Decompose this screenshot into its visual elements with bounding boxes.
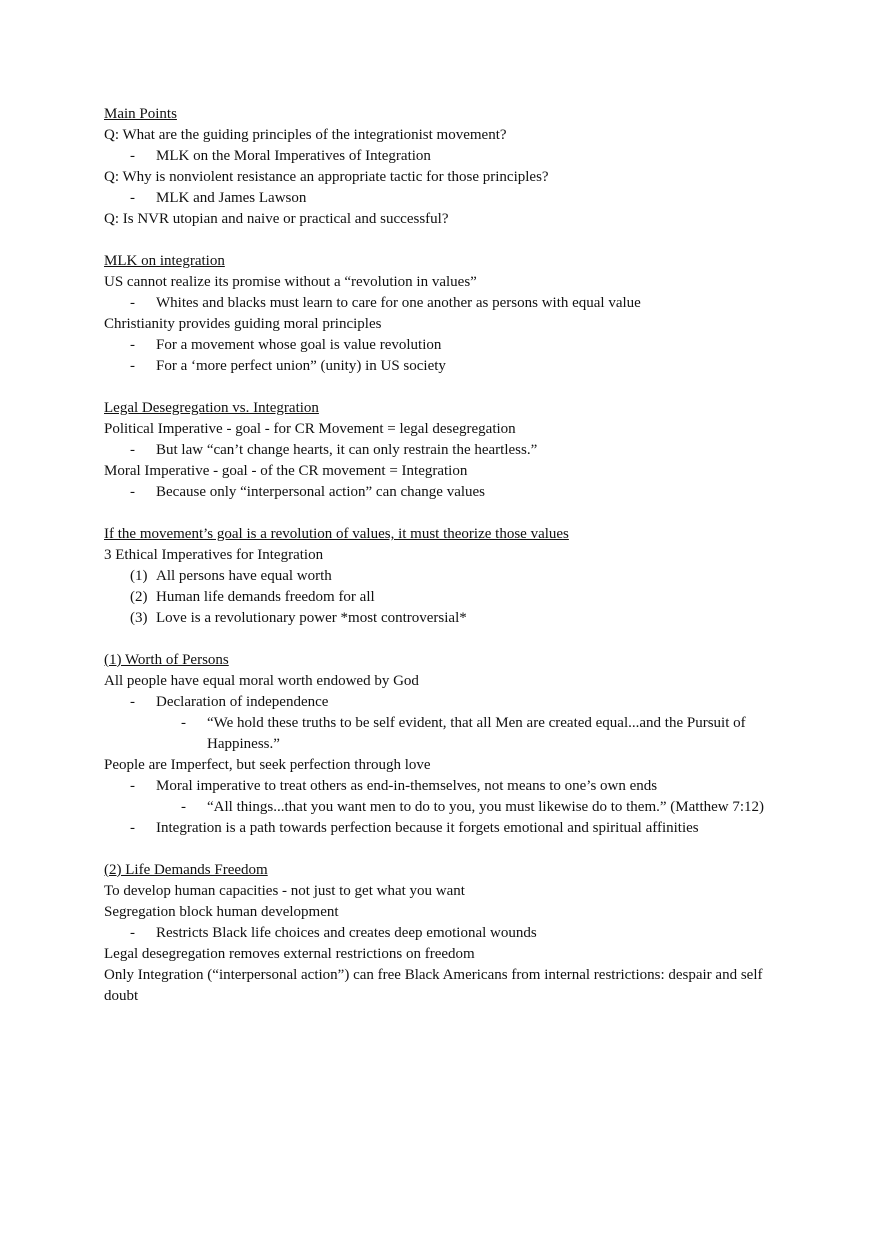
bullet-text: Moral imperative to treat others as end-in-themselves, not means to one’s own ends bbox=[156, 778, 658, 794]
text-line: Political Imperative - goal - for CR Movement = legal desegregation bbox=[104, 421, 516, 437]
bullet-item bbox=[104, 188, 800, 209]
bullet-item bbox=[104, 440, 800, 461]
bullet-item bbox=[104, 776, 800, 797]
dash-marker: - bbox=[181, 715, 186, 731]
dash-marker: - bbox=[130, 442, 135, 458]
section-heading-main-points: Main Points bbox=[104, 106, 177, 122]
spacer bbox=[104, 629, 800, 650]
sub-bullet-text: “All things...that you want men to do to you, you must likewise do to them.” (Matthew 7:12) bbox=[207, 799, 765, 815]
section-heading-mlk-integration: MLK on integration bbox=[104, 253, 225, 269]
dash-marker: - bbox=[130, 694, 135, 710]
section-heading-legal: Legal Desegregation vs. Integration bbox=[104, 400, 319, 416]
spacer bbox=[104, 230, 800, 251]
spacer bbox=[104, 377, 800, 398]
section-heading-values: If the movement’s goal is a revolution of values, it must theorize those values bbox=[104, 526, 569, 542]
bullet-text: Integration is a path towards perfection because it forgets emotional and spiritual affinities bbox=[156, 820, 699, 836]
bullet-item bbox=[104, 818, 800, 839]
dash-marker: - bbox=[130, 148, 135, 164]
bullet-text: MLK on the Moral Imperatives of Integration bbox=[156, 148, 431, 164]
bullet-text: Because only “interpersonal action” can change values bbox=[156, 484, 486, 500]
sub-bullet-item bbox=[104, 797, 800, 818]
numbered-text: Human life demands freedom for all bbox=[156, 589, 375, 605]
bullet-text: For a ‘more perfect union” (unity) in US society bbox=[156, 358, 446, 374]
numbered-item bbox=[104, 587, 800, 608]
bullet-text: Whites and blacks must learn to care for one another as persons with equal value bbox=[156, 295, 641, 311]
numbered-item bbox=[104, 566, 800, 587]
question-line: Q: Is NVR utopian and naive or practical and successful? bbox=[104, 211, 449, 227]
bullet-item bbox=[104, 923, 800, 944]
spacer bbox=[104, 839, 800, 860]
bullet-item bbox=[104, 293, 800, 314]
bullet-item bbox=[104, 482, 800, 503]
bullet-item bbox=[104, 335, 800, 356]
dash-marker: - bbox=[130, 820, 135, 836]
text-line: Christianity provides guiding moral principles bbox=[104, 316, 382, 332]
bullet-text: MLK and James Lawson bbox=[156, 190, 307, 206]
section-heading-freedom: (2) Life Demands Freedom bbox=[104, 862, 268, 878]
text-line: To develop human capacities - not just to get what you want bbox=[104, 883, 465, 899]
text-line: Segregation block human development bbox=[104, 904, 339, 920]
number-marker: (1) bbox=[130, 568, 148, 584]
bullet-text: Declaration of independence bbox=[156, 694, 329, 710]
dash-marker: - bbox=[130, 484, 135, 500]
dash-marker: - bbox=[130, 295, 135, 311]
question-line: Q: Why is nonviolent resistance an appropriate tactic for those principles? bbox=[104, 169, 549, 185]
sub-bullet-item bbox=[104, 713, 800, 755]
text-line: Only Integration (“interpersonal action”) can free Black Americans from internal restrictions: despair and self doubt bbox=[104, 967, 763, 1004]
text-line: Legal desegregation removes external restrictions on freedom bbox=[104, 946, 475, 962]
text-line: 3 Ethical Imperatives for Integration bbox=[104, 547, 324, 563]
text-line: People are Imperfect, but seek perfection through love bbox=[104, 757, 431, 773]
question-line: Q: What are the guiding principles of the integrationist movement? bbox=[104, 127, 507, 143]
text-line: Moral Imperative - goal - of the CR movement = Integration bbox=[104, 463, 468, 479]
dash-marker: - bbox=[130, 925, 135, 941]
text-line: US cannot realize its promise without a “revolution in values” bbox=[104, 274, 477, 290]
bullet-item bbox=[104, 146, 800, 167]
number-marker: (3) bbox=[130, 610, 148, 626]
dash-marker: - bbox=[130, 337, 135, 353]
spacer bbox=[104, 503, 800, 524]
bullet-item bbox=[104, 692, 800, 713]
dash-marker: - bbox=[130, 778, 135, 794]
sub-bullet-text: “We hold these truths to be self evident, that all Men are created equal...and the Pursuit of Happiness.” bbox=[207, 715, 746, 752]
numbered-text: All persons have equal worth bbox=[156, 568, 332, 584]
bullet-text: For a movement whose goal is value revolution bbox=[156, 337, 442, 353]
section-heading-worth: (1) Worth of Persons bbox=[104, 652, 229, 668]
bullet-text: Restricts Black life choices and creates deep emotional wounds bbox=[156, 925, 537, 941]
text-line: All people have equal moral worth endowed by God bbox=[104, 673, 419, 689]
number-marker: (2) bbox=[130, 589, 148, 605]
dash-marker: - bbox=[130, 190, 135, 206]
bullet-text: But law “can’t change hearts, it can only restrain the heartless.” bbox=[156, 442, 538, 458]
numbered-text: Love is a revolutionary power *most controversial* bbox=[156, 610, 467, 626]
bullet-item bbox=[104, 356, 800, 377]
numbered-item bbox=[104, 608, 800, 629]
dash-marker: - bbox=[181, 799, 186, 815]
dash-marker: - bbox=[130, 358, 135, 374]
